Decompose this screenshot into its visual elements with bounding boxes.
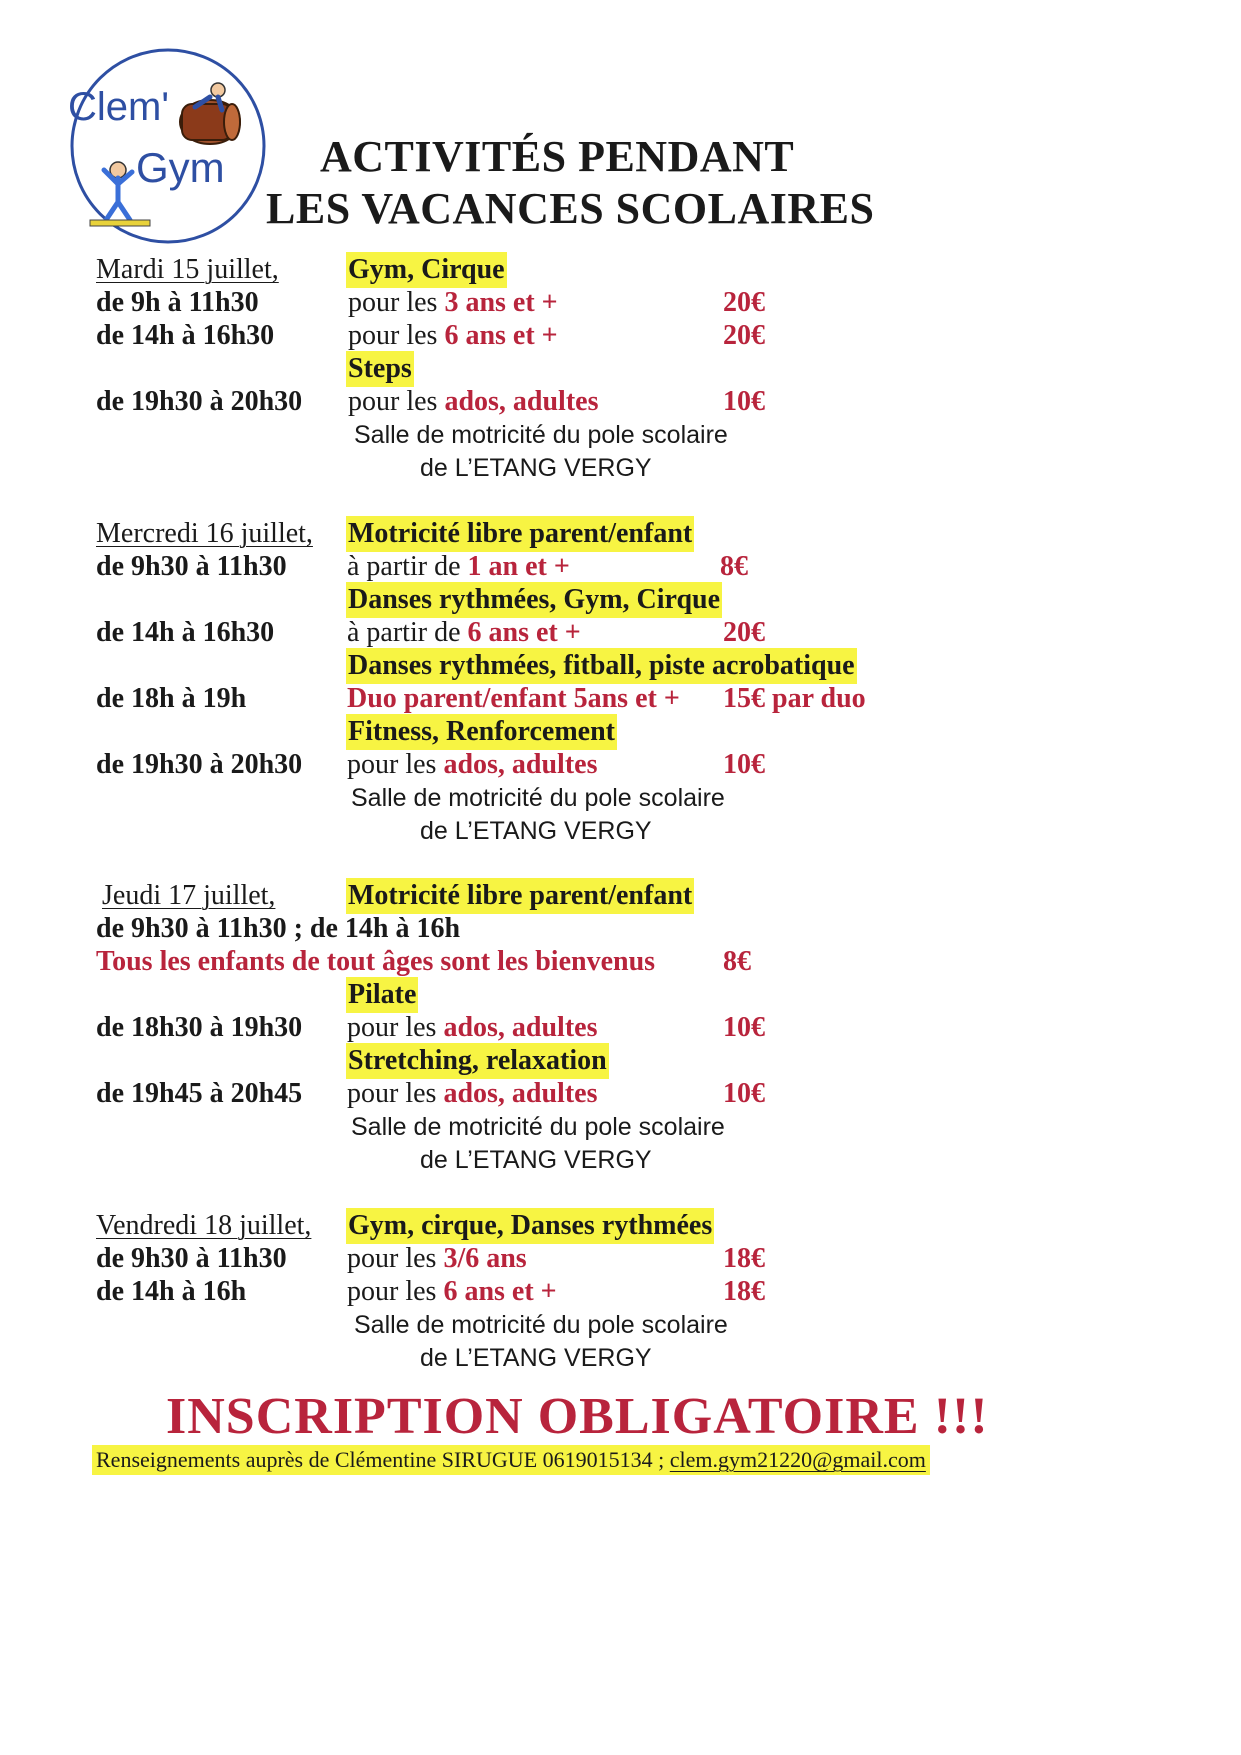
venue-line1: Salle de motricité du pole scolaire bbox=[351, 784, 725, 812]
audience-line: pour les 3 ans et + bbox=[348, 287, 558, 318]
page-title-line2: LES VACANCES SCOLAIRES bbox=[266, 184, 875, 233]
activity-name: Danses rythmées, fitball, piste acrobatique bbox=[346, 648, 857, 684]
audience-line: pour les ados, adultes bbox=[347, 1012, 598, 1043]
day-label: Mercredi 16 juillet, bbox=[96, 518, 313, 549]
clem-gym-logo bbox=[60, 42, 280, 252]
audience-line: pour les 6 ans et + bbox=[347, 1276, 557, 1307]
audience-line: Duo parent/enfant 5ans et + bbox=[347, 683, 680, 714]
time-slot: de 14h à 16h30 bbox=[96, 320, 275, 351]
price: 10€ bbox=[723, 1078, 765, 1109]
time-slot: de 19h30 à 20h30 bbox=[96, 749, 303, 780]
price: 18€ bbox=[723, 1276, 765, 1307]
day-label: Mardi 15 juillet, bbox=[96, 254, 279, 285]
price: 10€ bbox=[723, 749, 765, 780]
time-slot: de 9h30 à 11h30 bbox=[96, 1243, 287, 1274]
day-label: Jeudi 17 juillet, bbox=[102, 880, 276, 911]
price: 10€ bbox=[723, 386, 765, 417]
venue-line2: de L’ETANG VERGY bbox=[420, 454, 652, 482]
price: 20€ bbox=[723, 617, 765, 648]
audience-line: pour les ados, adultes bbox=[348, 386, 599, 417]
audience-line: pour les ados, adultes bbox=[347, 1078, 598, 1109]
activity-name: Motricité libre parent/enfant bbox=[346, 878, 694, 914]
venue-line1: Salle de motricité du pole scolaire bbox=[351, 1113, 725, 1141]
time-slot: de 14h à 16h bbox=[96, 1276, 247, 1307]
price: 8€ bbox=[723, 946, 751, 977]
price: 20€ bbox=[723, 320, 765, 351]
contact-footer bbox=[92, 1445, 930, 1475]
time-slot: de 18h30 à 19h30 bbox=[96, 1012, 303, 1043]
time-slot: de 18h à 19h bbox=[96, 683, 247, 714]
price: 15€ par duo bbox=[723, 683, 866, 714]
venue-line2: de L’ETANG VERGY bbox=[420, 1146, 652, 1174]
audience-line: à partir de 6 ans et + bbox=[347, 617, 581, 648]
price: 10€ bbox=[723, 1012, 765, 1043]
welcome-note: Tous les enfants de tout âges sont les bienvenus bbox=[96, 946, 656, 977]
time-slot: de 19h30 à 20h30 bbox=[96, 386, 303, 417]
activity-name: Gym, Cirque bbox=[346, 252, 507, 288]
activity-name: Danses rythmées, Gym, Cirque bbox=[346, 582, 722, 618]
time-slot: de 9h30 à 11h30 bbox=[96, 551, 287, 582]
audience-line: à partir de 1 an et + bbox=[347, 551, 570, 582]
audience-line: pour les ados, adultes bbox=[347, 749, 598, 780]
activity-name: Gym, cirque, Danses rythmées bbox=[346, 1208, 714, 1244]
activity-name: Stretching, relaxation bbox=[346, 1043, 609, 1079]
day-label: Vendredi 18 juillet, bbox=[96, 1210, 312, 1241]
venue-line1: Salle de motricité du pole scolaire bbox=[354, 1311, 728, 1339]
venue-line2: de L’ETANG VERGY bbox=[420, 1344, 652, 1372]
inscription-banner: INSCRIPTION OBLIGATOIRE !!! bbox=[166, 1388, 989, 1445]
time-slot: de 9h30 à 11h30 ; de 14h à 16h bbox=[96, 913, 461, 944]
time-slot: de 19h45 à 20h45 bbox=[96, 1078, 303, 1109]
price: 20€ bbox=[723, 287, 765, 318]
activity-name: Motricité libre parent/enfant bbox=[346, 516, 694, 552]
audience-line: pour les 3/6 ans bbox=[347, 1243, 527, 1274]
activity-name: Steps bbox=[346, 351, 414, 387]
price: 8€ bbox=[720, 551, 748, 582]
time-slot: de 9h à 11h30 bbox=[96, 287, 259, 318]
page-title-line1: ACTIVITÉS PENDANT bbox=[320, 132, 795, 181]
activity-name: Pilate bbox=[346, 977, 418, 1013]
contact-text: Renseignements auprès de Clémentine SIRUGUE 0619015134 ; bbox=[96, 1447, 670, 1472]
logo-text-clem: Clem' bbox=[68, 85, 169, 129]
time-slot: de 14h à 16h30 bbox=[96, 617, 275, 648]
activity-name: Fitness, Renforcement bbox=[346, 714, 617, 750]
audience-line: pour les 6 ans et + bbox=[348, 320, 558, 351]
price: 18€ bbox=[723, 1243, 765, 1274]
logo-text-gym: Gym bbox=[136, 144, 225, 191]
contact-email-link[interactable]: clem.gym21220@gmail.com bbox=[669, 1447, 926, 1472]
venue-line2: de L’ETANG VERGY bbox=[420, 817, 652, 845]
barrel-icon bbox=[180, 100, 240, 144]
venue-line1: Salle de motricité du pole scolaire bbox=[354, 421, 728, 449]
